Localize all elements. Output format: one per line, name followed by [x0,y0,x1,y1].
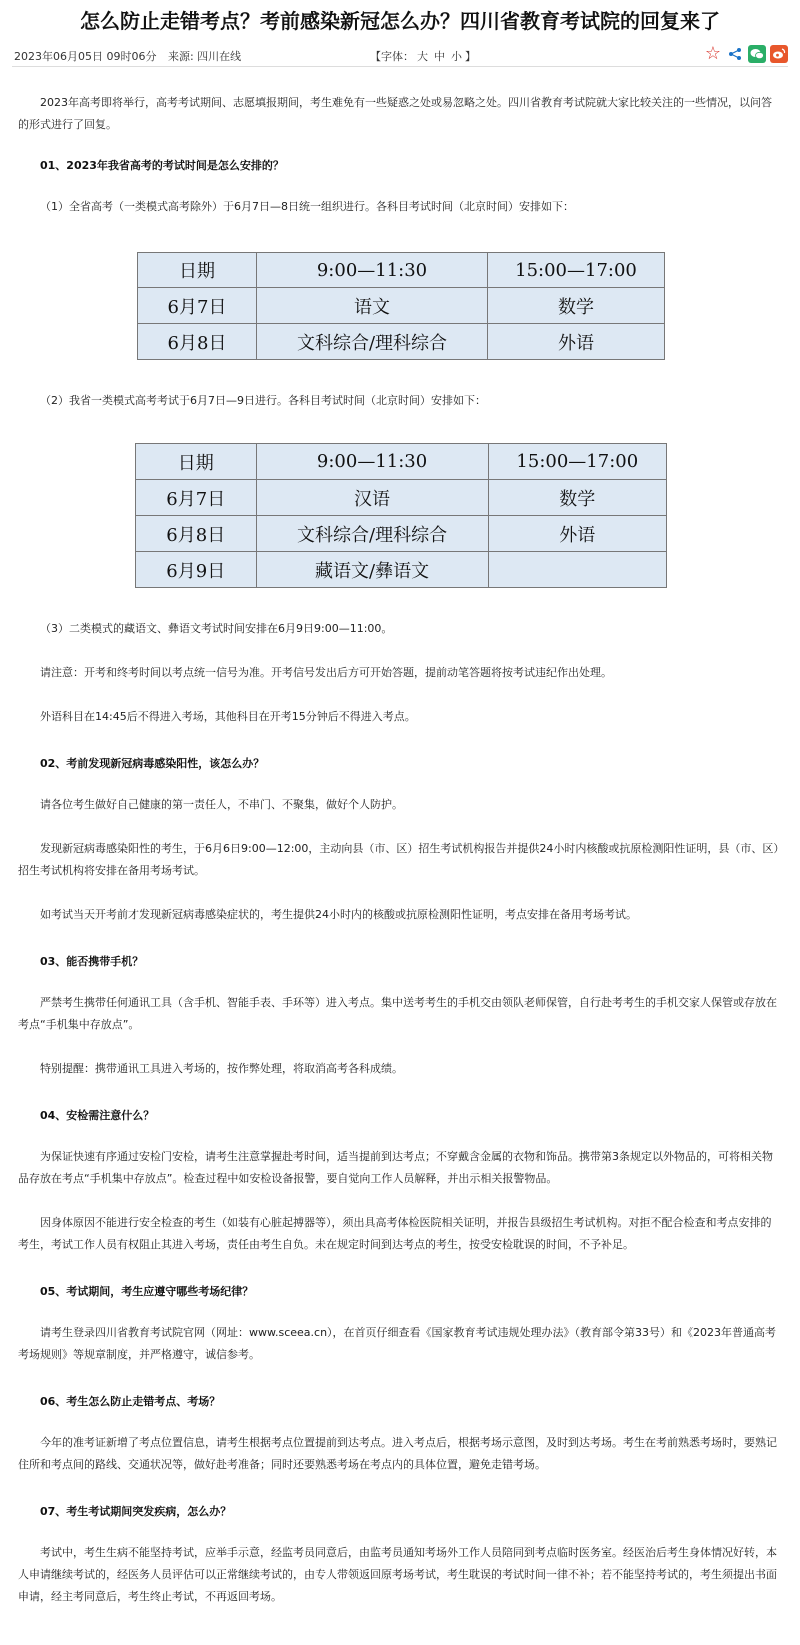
font-size-large-link[interactable]: 大 [417,50,428,63]
question-2-para-3: 如考试当天开考前才发现新冠病毒感染症状的，考生提供24小时内的核酸或抗原检测阳性证明，考点安排在备用考场考试。 [40,908,637,921]
font-size-small-link[interactable]: 小 [451,50,462,63]
article-meta-bar [12,44,788,67]
question-6-para-1: 今年的准考证新增了考点位置信息，请考生根据考点位置提前到达考点。进入考点后，根据考场示意图，及时到达考场。考生在考前熟悉考场时，要熟记住所和考点间的路线、交通状况等，做好赴考准备；同时还要熟悉考场在考点内的具体位置，避免走错考场。 [18,1436,777,1471]
table-row [136,552,667,588]
question-6-heading: 06、考生怎么防止走错考点、考场？ [40,1395,221,1408]
table-row [136,516,667,552]
table-cell: 6月8日 [138,324,257,360]
question-2-heading: 02、考前发现新冠病毒感染阳性，该怎么办？ [40,757,265,770]
table-cell: 6月8日 [136,516,257,552]
article-meta [14,48,249,64]
table-cell: 6月9日 [136,552,257,588]
table-header-row [138,253,665,288]
table-cell: 6月7日 [138,288,257,324]
question-7-heading: 07、考生考试期间突发疾病，怎么办？ [40,1505,232,1518]
exam-schedule-table-2 [135,443,667,588]
question-4-heading: 04、安检需注意什么？ [40,1109,155,1122]
table-row [138,288,665,324]
question-3-heading: 03、能否携带手机？ [40,955,144,968]
font-size-switcher [370,48,476,64]
question-1-para-3: （3）二类模式的藏语文、彝语文考试时间安排在6月9日9:00—11:00。 [40,622,393,635]
table-cell: 语文 [257,288,488,324]
table-cell: 外语 [488,324,665,360]
exam-schedule-table-1 [137,252,665,360]
article-source: 来源: 四川在线 [167,50,242,63]
font-size-close: 】 [465,50,476,63]
publish-date: 2023年06月05日 09时06分 [14,50,157,63]
table-header-cell: 9:00—11:30 [256,444,488,480]
question-3-para-2: 特别提醒：携带通讯工具进入考场的，按作弊处理，将取消高考各科成绩。 [40,1062,403,1075]
table-cell: 数学 [488,480,666,516]
table-cell [488,552,666,588]
table-row [136,480,667,516]
font-size-medium-link[interactable]: 中 [434,50,445,63]
question-1-para-5: 外语科目在14:45后不得进入考场，其他科目在开考15分钟后不得进入考点。 [40,710,416,723]
table-header-cell: 日期 [136,444,257,480]
question-1-heading: 01、2023年我省高考的考试时间是怎么安排的？ [40,159,284,172]
question-5-heading: 05、考试期间，考生应遵守哪些考场纪律？ [40,1285,254,1298]
table-row [138,324,665,360]
question-1-para-4: 请注意：开考和终考时间以考点统一信号为准。开考信号发出后方可开始答题，提前动笔答题将按考试违纪作出处理。 [40,666,612,679]
intro-paragraph: 2023年高考即将举行，高考考试期间、志愿填报期间，考生难免有一些疑惑之处或易忽略之处。四川省教育考试院就大家比较关注的一些情况，以问答的形式进行了回复。 [18,96,772,131]
favorite-star-icon[interactable]: ☆ [704,43,722,64]
question-7-para-1: 考试中，考生生病不能坚持考试，应举手示意，经监考员同意后，由监考员通知考场外工作人员陪同到考点临时医务室。经医治后考生身体情况好转，本人申请继续考试的，经医务人员评估可以正常继续考试的，由专人带领返回原考场考试，考生耽误的考试时间一律不补；若不能坚持考试的，考生须提出书面申请，经主考同意后，考生终止考试，不再返回考场。 [18,1546,777,1603]
question-4-para-1: 为保证快速有序通过安检门安检，请考生注意掌握赴考时间，适当提前到达考点；不穿戴含金属的衣物和饰品。携带第3条规定以外物品的，可将相关物品存放在考点“手机集中存放点”。检查过程中如安检设备报警，要自觉向工作人员解释，并出示相关报警物品。 [18,1150,773,1185]
table-cell: 文科综合/理科综合 [257,324,488,360]
question-2-para-2: 发现新冠病毒感染阳性的考生，于6月6日9:00—12:00，主动向县（市、区）招生考试机构报告并提供24小时内核酸或抗原检测阳性证明，县（市、区）招生考试机构将安排在备用考场考试。 [18,842,779,877]
table-cell: 数学 [488,288,665,324]
question-3-para-1: 严禁考生携带任何通讯工具（含手机、智能手表、手环等）进入考点。集中送考考生的手机交由领队老师保管，自行赴考考生的手机交家人保管或存放在考点“手机集中存放点”。 [18,996,777,1031]
wechat-icon[interactable] [748,45,766,63]
share-icon[interactable] [726,45,744,63]
question-1-para-1: （1）全省高考（一类模式高考除外）于6月7日—8日统一组织进行。各科目考试时间（北京时间）安排如下： [40,200,574,213]
weibo-icon[interactable] [770,45,788,63]
table-cell: 6月7日 [136,480,257,516]
table-cell: 汉语 [256,480,488,516]
question-2-para-1: 请各位考生做好自己健康的第一责任人，不串门、不聚集，做好个人防护。 [40,798,403,811]
article-title: 怎么防止走错考点？考前感染新冠怎么办？四川省教育考试院的回复来了 [80,9,720,33]
table-header-row [136,444,667,480]
question-4-para-2: 因身体原因不能进行安全检查的考生（如装有心脏起搏器等），须出具高考体检医院相关证明，并报告县级招生考试机构。对拒不配合检查和考点安排的考生，考试工作人员有权阻止其进入考场，责任由考生自负。未在规定时间到达考点的考生，按受安检耽误的时间，不予补足。 [18,1216,772,1251]
table-cell: 藏语文/彝语文 [256,552,488,588]
table-header-cell: 15:00—17:00 [488,444,666,480]
question-5-para-1: 请考生登录四川省教育考试院官网（网址：www.sceea.cn），在首页仔细查看《国家教育考试违规处理办法》（教育部令第33号）和《2023年普通高考考场规则》等规章制度，并严格遵守，诚信参考。 [18,1326,777,1361]
table-header-cell: 9:00—11:30 [257,253,488,288]
share-bar [704,44,788,64]
table-cell: 外语 [488,516,666,552]
table-cell: 文科综合/理科综合 [256,516,488,552]
font-size-label: 【字体： [370,50,414,63]
question-1-para-2: （2）我省一类模式高考考试于6月7日—9日进行。各科目考试时间（北京时间）安排如下： [40,394,486,407]
table-header-cell: 15:00—17:00 [488,253,665,288]
table-header-cell: 日期 [138,253,257,288]
